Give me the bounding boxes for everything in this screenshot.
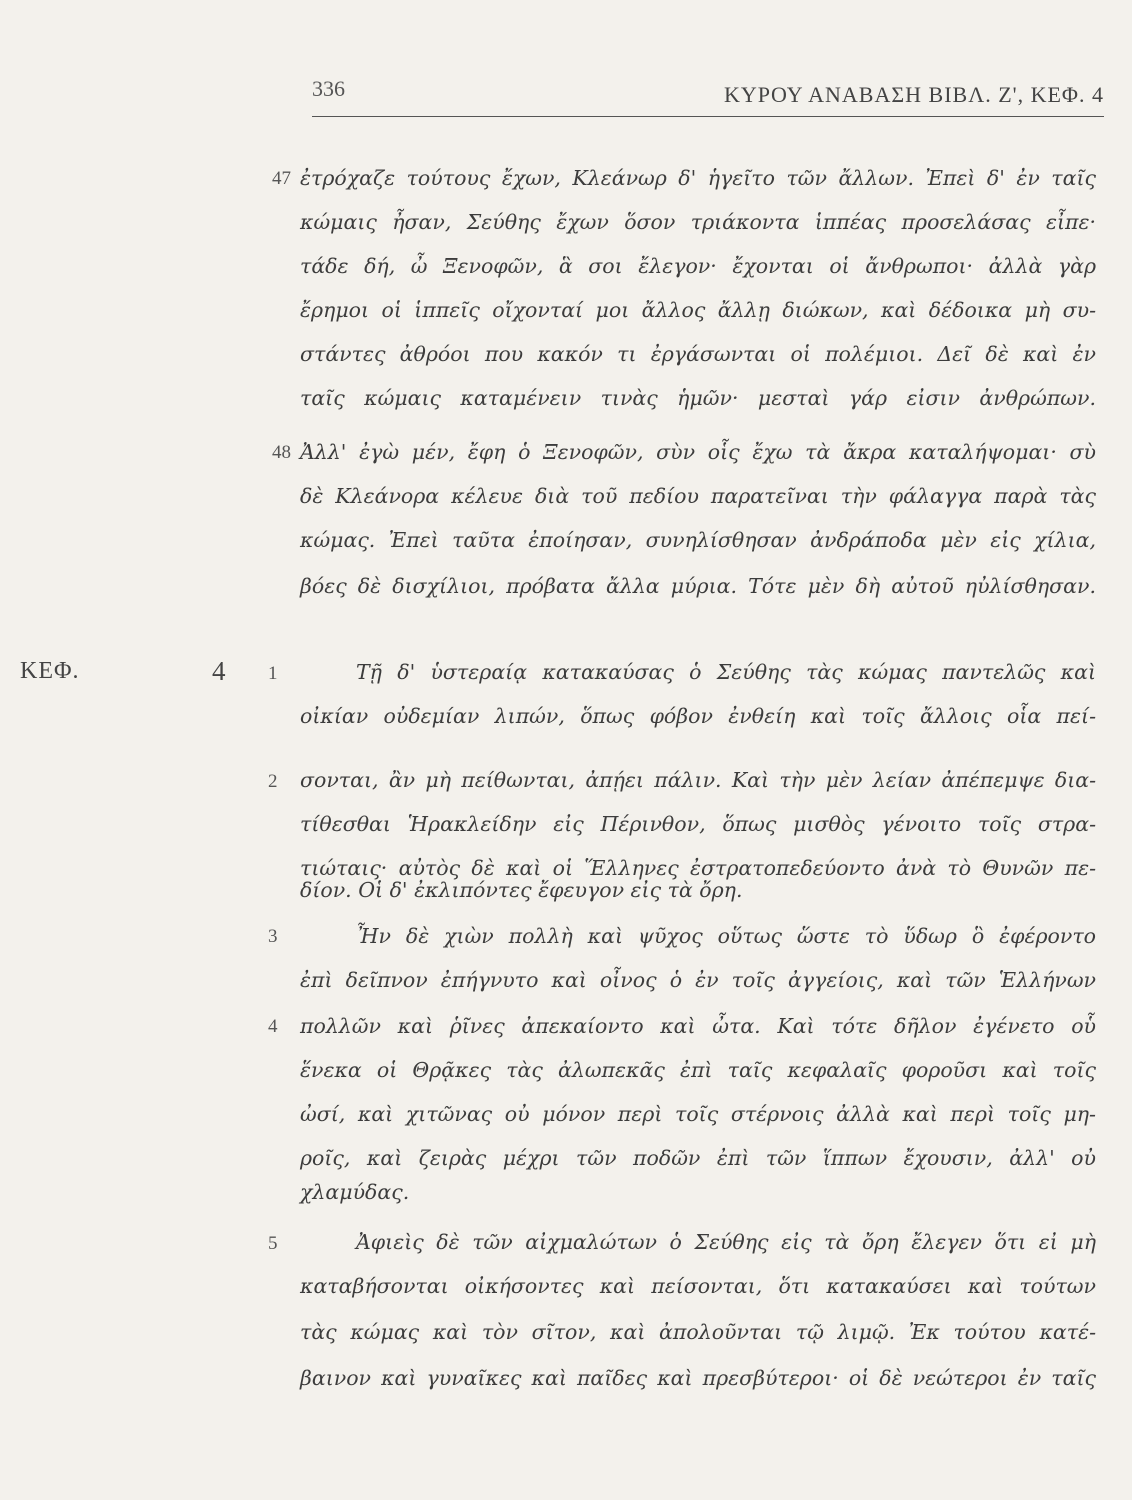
- text-line: ἐπὶ δεῖπνον ἐπήγνυτο καὶ οἶνος ὁ ἐν τοῖς ἀγγείοις, καὶ τῶν Ἑλλήνων: [300, 968, 1096, 992]
- running-head: [312, 76, 1104, 117]
- text-line: ὠσί, καὶ χιτῶνας οὐ μόνον περὶ τοῖς στέρνοις ἀλλὰ καὶ περὶ τοῖς μη-: [300, 1102, 1096, 1126]
- text-line: τάδε δή, ὦ Ξενοφῶν, ἃ σοι ἔλεγον· ἔχονται οἱ ἄνθρωποι· ἀλλὰ γὰρ: [300, 254, 1096, 278]
- text-line: Ἦν δὲ χιὼν πολλὴ καὶ ψῦχος οὕτως ὥστε τὸ ὕδωρ ὃ ἐφέροντο: [356, 924, 1096, 948]
- text-line: Ἀφιεὶς δὲ τῶν αἰχμαλώτων ὁ Σεύθης εἰς τὰ ὄρη ἔλεγεν ὅτι εἰ μὴ: [356, 1230, 1096, 1254]
- text-line: χλαμύδας.: [300, 1180, 410, 1204]
- section-number: 48: [272, 442, 291, 463]
- text-line: ἔρημοι οἱ ἱππεῖς οἴχονταί μοι ἄλλος ἄλλῃ διώκων, καὶ δέδοικα μὴ συ-: [300, 298, 1096, 322]
- text-line: βόες δὲ δισχίλιοι, πρόβατα ἄλλα μύρια. Τότε μὲν δὴ αὐτοῦ ηὐλίσθησαν.: [300, 574, 1096, 598]
- running-title: ΚΥΡΟΥ ΑΝΑΒΑΣΗ ΒΙΒΛ. Ζ', ΚΕΦ. 4: [723, 82, 1104, 107]
- chapter-number: 4: [212, 656, 226, 686]
- text-line: ἕνεκα οἱ Θρᾷκες τὰς ἀλωπεκᾶς ἐπὶ ταῖς κεφαλαῖς φοροῦσι καὶ τοῖς: [300, 1058, 1096, 1082]
- section-number: 2: [268, 771, 278, 792]
- text-line: στάντες ἀθρόοι που κακόν τι ἐργάσωνται οἱ πολέμιοι. Δεῖ δὲ καὶ ἐν: [300, 342, 1096, 366]
- text-line: τιώταις· αὐτὸς δὲ καὶ οἱ Ἕλληνες ἐστρατοπεδεύοντο ἀνὰ τὸ Θυνῶν πε-: [300, 856, 1096, 880]
- text-line: πολλῶν καὶ ῥῖνες ἀπεκαίοντο καὶ ὦτα. Καὶ τότε δῆλον ἐγένετο οὗ: [300, 1014, 1096, 1038]
- text-line: ταῖς κώμαις καταμένειν τινὰς ἡμῶν· μεσταὶ γάρ εἰσιν ἀνθρώπων.: [300, 386, 1096, 410]
- text-line: τὰς κώμας καὶ τὸν σῖτον, καὶ ἀπολοῦνται τῷ λιμῷ. Ἐκ τούτου κατέ-: [300, 1320, 1096, 1344]
- text-line: Τῇ δ' ὑστεραίᾳ κατακαύσας ὁ Σεύθης τὰς κώμας παντελῶς καὶ: [356, 660, 1096, 684]
- text-line: βαινον καὶ γυναῖκες καὶ παῖδες καὶ πρεσβύτεροι· οἱ δὲ νεώτεροι ἐν ταῖς: [300, 1366, 1096, 1390]
- section-number: 1: [268, 663, 278, 684]
- text-line: οἰκίαν οὐδεμίαν λιπών, ὅπως φόβον ἐνθείη καὶ τοῖς ἄλλοις οἷα πεί-: [300, 704, 1096, 728]
- section-number: 47: [272, 168, 291, 189]
- section-number: 3: [268, 926, 278, 947]
- page-number: 336: [312, 76, 345, 101]
- section-number: 5: [268, 1233, 278, 1254]
- text-line: δίον. Οἱ δ' ἐκλιπόντες ἔφευγον εἰς τὰ ὄρη.: [300, 878, 743, 902]
- text-line: ροῖς, καὶ ζειρὰς μέχρι τῶν ποδῶν ἐπὶ τῶν ἵππων ἔχουσιν, ἀλλ' οὐ: [300, 1146, 1096, 1170]
- text-line: τίθεσθαι Ἡρακλείδην εἰς Πέρινθον, ὅπως μισθὸς γένοιτο τοῖς στρα-: [300, 812, 1096, 836]
- chapter-label: ΚΕΦ.: [20, 658, 80, 684]
- text-line: δὲ Κλεάνορα κέλευε διὰ τοῦ πεδίου παρατεῖναι τὴν φάλαγγα παρὰ τὰς: [300, 484, 1096, 508]
- text-line: κώμας. Ἐπεὶ ταῦτα ἐποίησαν, συνηλίσθησαν ἀνδράποδα μὲν εἰς χίλια,: [300, 528, 1096, 552]
- section-number: 4: [268, 1016, 278, 1037]
- text-line: ἐτρόχαζε τούτους ἔχων, Κλεάνωρ δ' ἡγεῖτο τῶν ἄλλων. Ἐπεὶ δ' ἐν ταῖς: [300, 166, 1096, 190]
- text-line: Ἀλλ' ἐγὼ μέν, ἔφη ὁ Ξενοφῶν, σὺν οἷς ἔχω τὰ ἄκρα καταλήψομαι· σὺ: [300, 440, 1096, 464]
- text-line: σονται, ἂν μὴ πείθωνται, ἀπῄει πάλιν. Καὶ τὴν μὲν λείαν ἀπέπεμψε δια-: [300, 768, 1096, 792]
- text-line: καταβήσονται οἰκήσοντες καὶ πείσονται, ὅτι κατακαύσει καὶ τούτων: [300, 1274, 1096, 1298]
- text-line: κώμαις ἦσαν, Σεύθης ἔχων ὅσον τριάκοντα ἱππέας προσελάσας εἶπε·: [300, 210, 1096, 234]
